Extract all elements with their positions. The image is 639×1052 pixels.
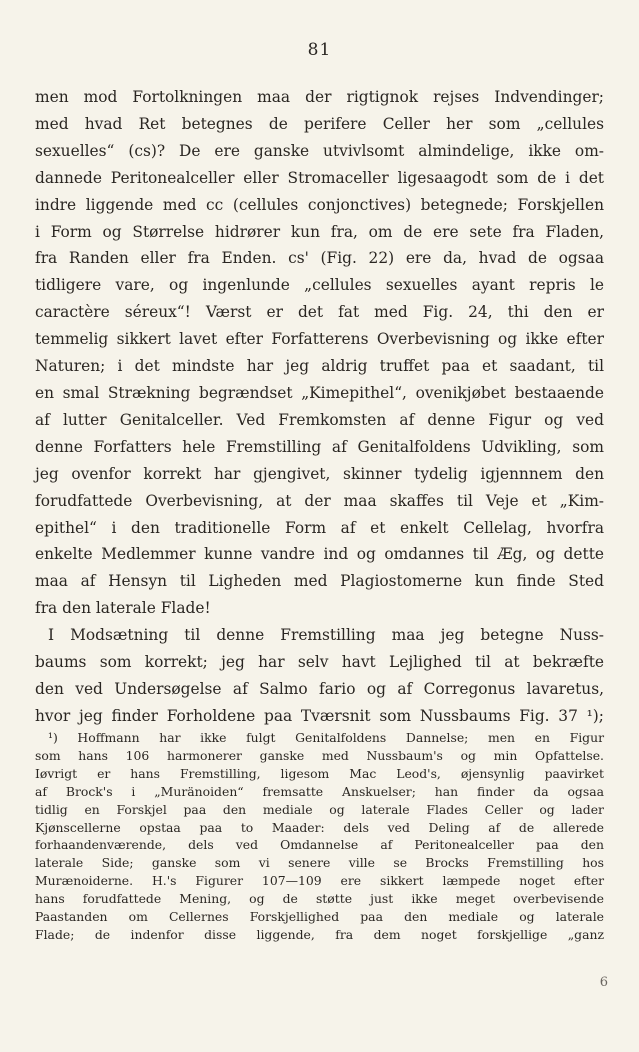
body-line: men mod Fortolkningen maa der rigtignok rejses Indvendinger; [35, 88, 604, 106]
body-line: I Modsætning til denne Fremstilling maa jeg betegne Nuss- [48, 626, 604, 645]
body-line: tidligere vare, og ingenlunde „cellules sexuelles ayant repris le [35, 276, 604, 295]
body-line: temmelig sikkert lavet efter Forfatterens Overbevisning og ikke efter [35, 330, 604, 349]
body-line: caractère séreux“! Værst er det fat med Fig. 24, thi den er [35, 303, 604, 322]
body-line: dannede Peritonealceller eller Stromaceller ligesaagodt som de i det [35, 168, 604, 187]
body-line: forudfattede Overbevisning, at der maa skaffes til Veje et „Kim- [35, 491, 604, 510]
footnote-line: tidlig en Forskjel paa den mediale og laterale Flades Celler og lader [35, 801, 604, 817]
body-line: med hvad Ret betegnes de perifere Celler her som „cellules [35, 114, 604, 133]
body-line: maa af Hensyn til Ligheden med Plagiostomerne kun finde Sted [35, 572, 604, 591]
body-line: Naturen; i det mindste har jeg aldrig truffet paa et saadant, til [35, 357, 604, 376]
footnote-line: ¹) Hoffmann har ikke fulgt Genitalfoldens Dannelse; men en Figur [48, 730, 604, 745]
body-line: i Form og Størrelse hidrører kun fra, om de ere sete fra Fladen, [35, 222, 604, 241]
body-line: hvor jeg finder Forholdene paa Tværsnit som Nussbaums Fig. 37 ¹); [35, 706, 604, 725]
body-text [35, 84, 604, 730]
body-line: enkelte Medlemmer kunne vandre ind og omdannes til Æg, og dette [35, 545, 604, 564]
footnote-line: som hans 106 harmonerer ganske med Nussbaum's og min Opfattelse. [35, 747, 604, 763]
footnote-line: af Brock's i „Muränoiden“ fremsatte Anskuelser; han finder da ogsaa [35, 783, 604, 799]
body-line: den ved Undersøgelse af Salmo fario og af Corregonus lavaretus, [35, 679, 604, 698]
footnote-line: Flade; de indenfor disse liggende, fra dem noget forskjellige „ganz [35, 926, 604, 942]
page-number: 81 [307, 40, 332, 60]
body-line: en smal Strækning begrændset „Kimepithel“, ovenikjøbet bestaaende [35, 383, 604, 402]
footnote-line: Kjønscellerne opstaa paa to Maader: dels ved Deling af de allerede [35, 819, 604, 835]
signature-mark: 6 [599, 975, 608, 990]
body-line: sexuelles“ (cs)? De ere ganske utvivlsomt almindelige, ikke om- [35, 141, 604, 160]
footnote-line: forhaandenværende, dels ved Omdannelse af Peritonealceller paa den [35, 837, 604, 853]
footnote-line: hans forudfattede Mening, og de støtte just ikke meget overbevisende [35, 891, 604, 907]
body-line: denne Forfatters hele Fremstilling af Genitalfoldens Udvikling, som [35, 437, 604, 456]
footnote-line: Murænoiderne. H.'s Figurer 107—109 ere sikkert læmpede noget efter [35, 873, 604, 889]
body-line: fra den laterale Flade! [35, 599, 211, 618]
footnote-line: Iøvrigt er hans Fremstilling, ligesom Mac Leod's, øjensynlig paavirket [35, 765, 604, 781]
body-line: indre liggende med cc (cellules conjonctives) betegnede; Forskjellen [35, 195, 604, 214]
body-line: fra Randen eller fra Enden. cs' (Fig. 22) ere da, hvad de ogsaa [35, 249, 604, 268]
footnote-line: Paastanden om Cellernes Forskjellighed paa den mediale og laterale [35, 909, 604, 925]
footnote-line: laterale Side; ganske som vi senere ville se Brocks Fremstilling hos [35, 855, 604, 871]
body-line: epithel“ i den traditionelle Form af et enkelt Cellelag, hvorfra [35, 518, 604, 537]
body-line: jeg ovenfor korrekt har gjengivet, skinner tydelig igjennnem den [35, 464, 604, 483]
body-line: baums som korrekt; jeg har selv havt Lejlighed til at bekræfte [35, 653, 604, 672]
footnote [35, 729, 604, 944]
body-line: af lutter Genitalceller. Ved Fremkomsten af denne Figur og ved [35, 410, 604, 429]
